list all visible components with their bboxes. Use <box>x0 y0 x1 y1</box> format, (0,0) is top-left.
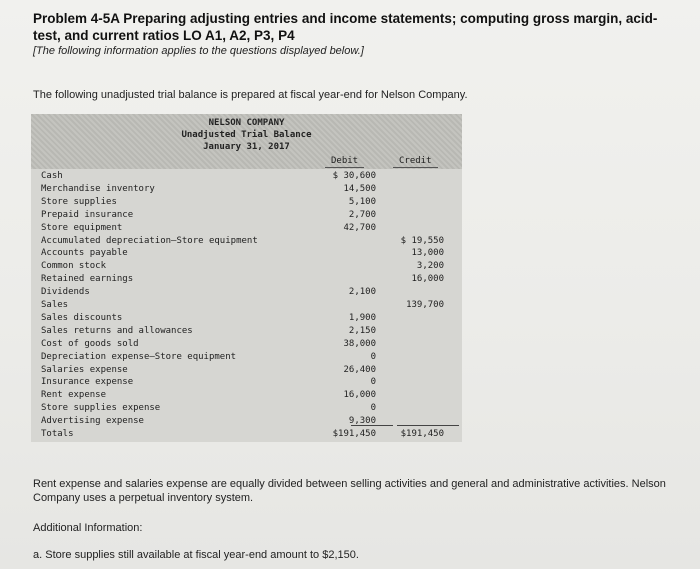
debit-total-rule <box>351 425 393 426</box>
table-row <box>31 325 462 338</box>
credit-amount: 139,700 <box>406 300 444 310</box>
table-row <box>31 389 462 402</box>
debit-amount: 0 <box>370 351 376 362</box>
statement-name: Unadjusted Trial Balance <box>181 130 312 140</box>
debit-amount: 0 <box>370 403 376 414</box>
credit-column-header: Credit <box>399 156 432 166</box>
account-name: Cost of goods sold <box>41 338 139 349</box>
table-row <box>31 338 462 351</box>
intro-text: The following unadjusted trial balance is prepared at fiscal year-end for Nelson Company. <box>33 89 468 101</box>
account-name: Cash <box>41 171 63 181</box>
totals-label: Totals <box>41 429 74 439</box>
credit-amount: 3,200 <box>416 261 444 272</box>
credit-amount: $ 19,550 <box>400 235 444 246</box>
table-row <box>31 364 462 377</box>
debit-amount: $ 30,600 <box>332 171 376 181</box>
additional-info-heading: Additional Information: <box>33 522 143 534</box>
debit-amount: 9,300 <box>348 416 376 427</box>
debit-amount: 0 <box>370 377 376 388</box>
table-row <box>31 196 462 209</box>
info-item-a: a. Store supplies still available at fiscal year-end amount to $2,150. <box>33 549 359 561</box>
account-name: Accounts payable <box>41 248 128 259</box>
problem-subtitle: [The following information applies to the questions displayed below.] <box>33 45 364 57</box>
trial-balance-header <box>31 114 462 169</box>
debit-amount: 2,100 <box>348 287 376 298</box>
table-row <box>31 376 462 389</box>
table-row <box>31 235 462 248</box>
problem-title: Problem 4-5A Preparing adjusting entries and income statements; computing gross margin, acid-test, and current ratios LO A1, A2, P3, P4 <box>33 11 658 43</box>
table-row <box>31 312 462 325</box>
debit-amount: 26,400 <box>343 364 376 375</box>
debit-amount: 5,100 <box>348 196 376 207</box>
table-row <box>31 415 462 428</box>
total-credit: $191,450 <box>400 429 444 439</box>
totals-row <box>31 428 462 441</box>
account-name: Store equipment <box>41 222 123 233</box>
debit-amount: 2,700 <box>348 209 376 220</box>
account-name: Sales returns and allowances <box>41 325 193 336</box>
account-name: Rent expense <box>41 390 107 401</box>
debit-amount: 38,000 <box>343 338 376 349</box>
table-row <box>31 260 462 273</box>
total-debit: $191,450 <box>332 429 376 439</box>
account-name: Store supplies expense <box>41 403 161 414</box>
debit-amount: 14,500 <box>343 183 376 194</box>
account-name: Common stock <box>41 261 107 272</box>
table-row <box>31 183 462 196</box>
credit-amount: 16,000 <box>411 274 444 285</box>
company-name: NELSON COMPANY <box>208 118 285 128</box>
account-name: Dividends <box>41 287 90 298</box>
table-row <box>31 299 462 312</box>
debit-amount: 2,150 <box>348 325 376 336</box>
account-name: Depreciation expense—Store equipment <box>41 351 237 362</box>
account-name: Retained earnings <box>41 274 134 285</box>
debit-amount: 42,700 <box>343 222 376 233</box>
account-name: Merchandise inventory <box>41 183 155 194</box>
table-row <box>31 351 462 364</box>
account-name: Prepaid insurance <box>41 209 134 220</box>
debit-column-header: Debit <box>331 156 359 166</box>
account-name: Sales <box>41 300 69 310</box>
account-name: Accumulated depreciation—Store equipment <box>41 235 258 246</box>
table-row <box>31 402 462 415</box>
account-name: Insurance expense <box>41 377 134 388</box>
statement-date: January 31, 2017 <box>203 142 290 152</box>
table-row <box>31 170 462 183</box>
table-row <box>31 286 462 299</box>
table-row <box>31 247 462 260</box>
account-name: Salaries expense <box>41 364 128 375</box>
credit-amount: 13,000 <box>411 248 444 259</box>
allocation-note: Rent expense and salaries expense are equally divided between selling activities and general and administrative activities. Nelson Company uses a perpetual inventory system. <box>33 478 666 504</box>
debit-amount: 16,000 <box>343 390 376 401</box>
table-row <box>31 273 462 286</box>
table-row <box>31 222 462 235</box>
account-name: Advertising expense <box>41 416 144 427</box>
debit-amount: 1,900 <box>348 312 376 323</box>
account-name: Sales discounts <box>41 312 123 323</box>
account-name: Store supplies <box>41 196 117 207</box>
trial-balance-table <box>31 114 462 442</box>
table-row <box>31 209 462 222</box>
credit-total-rule <box>397 425 459 426</box>
